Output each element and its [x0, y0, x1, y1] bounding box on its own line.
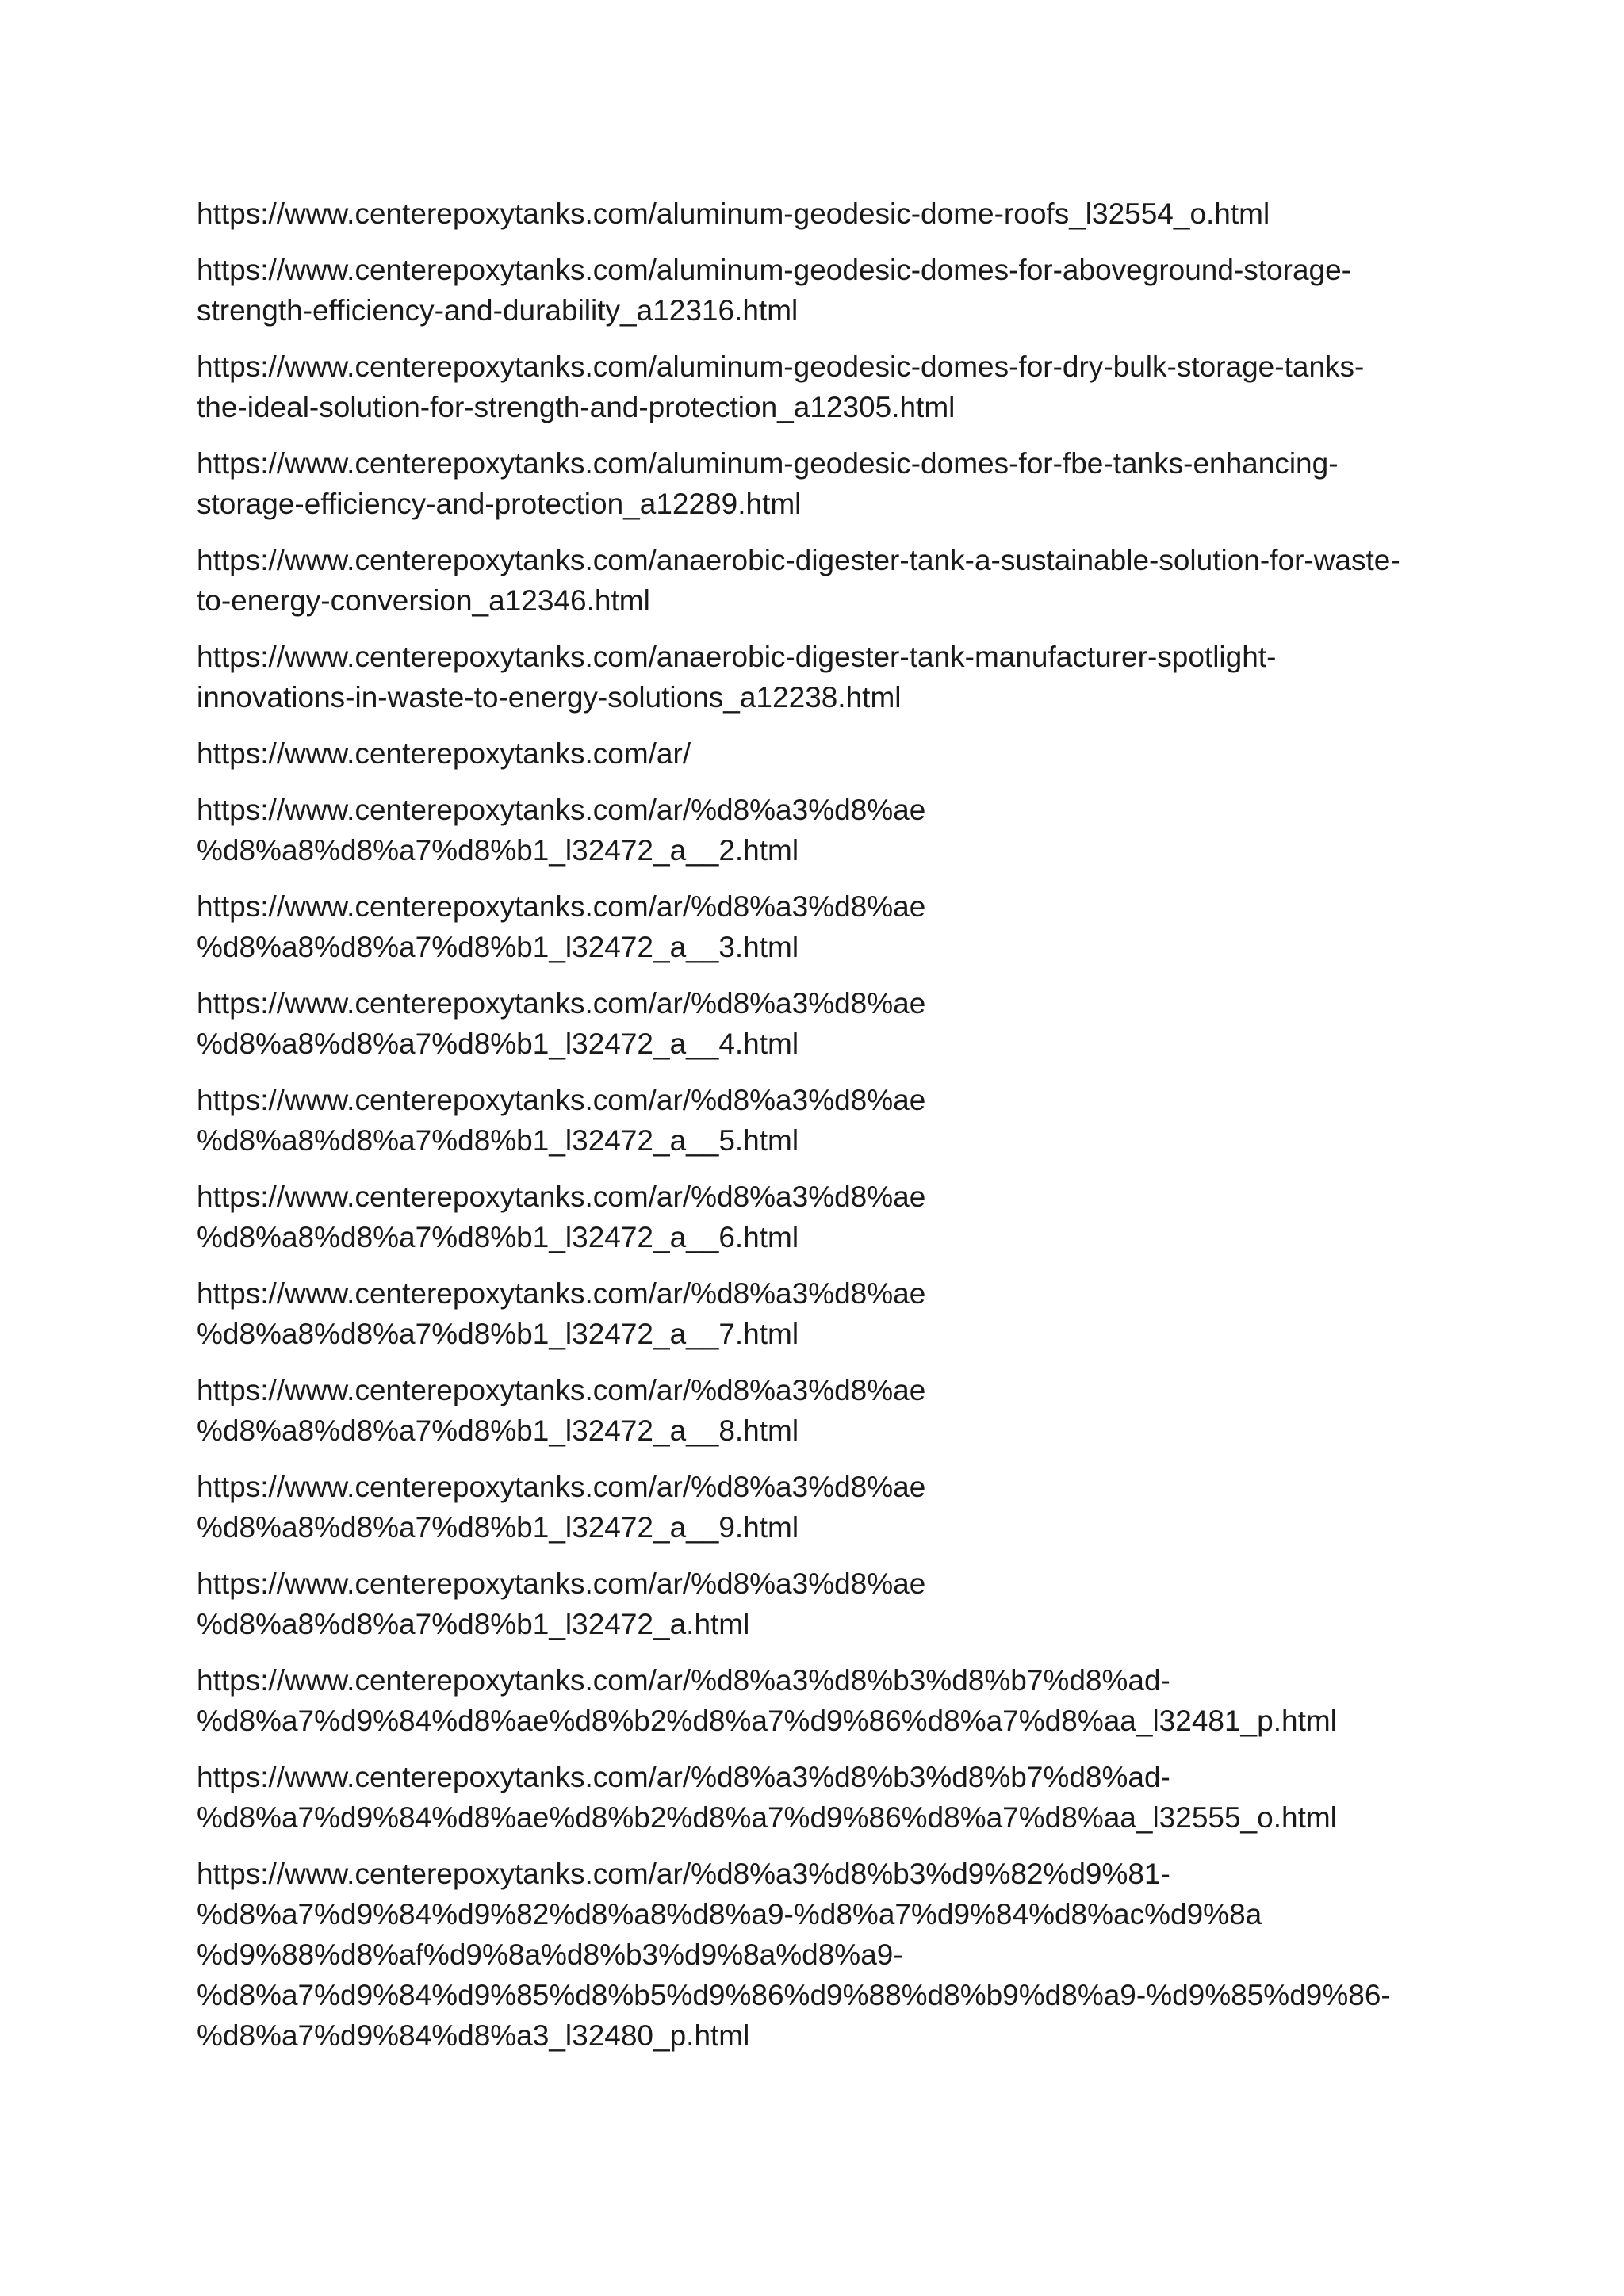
url-text-line: https://www.centerepoxytanks.com/ar/%d8%a3%d8%ae [197, 794, 926, 826]
url-entry [197, 443, 1450, 524]
url-text-line: %d8%a8%d8%a7%d8%b1_l32472_a__5.html [197, 1124, 799, 1157]
url-text-line: innovations-in-waste-to-energy-solutions_a12238.html [197, 681, 902, 714]
url-entry [197, 250, 1450, 331]
url-text-line: %d8%a7%d9%84%d9%82%d8%a8%d8%a9-%d8%a7%d9%84%d8%ac%d9%8a [197, 1898, 1262, 1931]
url-entry [197, 637, 1450, 718]
url-text-line: %d8%a8%d8%a7%d8%b1_l32472_a.html [197, 1608, 750, 1640]
url-entry [197, 1854, 1450, 2056]
url-entry [197, 886, 1450, 967]
url-entry [197, 1563, 1450, 1644]
url-text-line: https://www.centerepoxytanks.com/ar/%d8%a3%d8%b3%d8%b7%d8%ad- [197, 1761, 1170, 1793]
url-text-line: %d8%a8%d8%a7%d8%b1_l32472_a__7.html [197, 1318, 799, 1350]
url-text-line: %d8%a7%d9%84%d8%a3_l32480_p.html [197, 2019, 750, 2052]
url-text-line: %d8%a8%d8%a7%d8%b1_l32472_a__4.html [197, 1027, 799, 1060]
url-entry [197, 1177, 1450, 1257]
url-text-line: https://www.centerepoxytanks.com/ar/%d8%a3%d8%ae [197, 1567, 926, 1600]
url-entry [197, 1273, 1450, 1354]
url-entry [197, 790, 1450, 871]
url-entry [197, 733, 1450, 774]
url-text-line: https://www.centerepoxytanks.com/anaerobic-digester-tank-manufacturer-spotlight- [197, 641, 1277, 673]
url-text-line: to-energy-conversion_a12346.html [197, 584, 650, 617]
url-text-line: https://www.centerepoxytanks.com/ar/%d8%a3%d8%b3%d9%82%d9%81- [197, 1858, 1170, 1890]
url-text-line: https://www.centerepoxytanks.com/ar/%d8%a3%d8%ae [197, 1374, 926, 1406]
url-text-line: https://www.centerepoxytanks.com/ar/%d8%a3%d8%ae [197, 890, 926, 923]
url-entry [197, 1757, 1450, 1838]
url-text-line: https://www.centerepoxytanks.com/ar/%d8%a3%d8%ae [197, 1471, 926, 1503]
url-entry [197, 983, 1450, 1064]
url-text-line: https://www.centerepoxytanks.com/aluminum-geodesic-domes-for-aboveground-storage- [197, 254, 1352, 286]
url-entry [197, 346, 1450, 427]
url-entry [197, 193, 1450, 234]
url-text-line: %d8%a8%d8%a7%d8%b1_l32472_a__3.html [197, 931, 799, 963]
url-entry [197, 1080, 1450, 1161]
url-text-line: %d9%88%d8%af%d9%8a%d8%b3%d9%8a%d8%a9- [197, 1938, 903, 1971]
url-text-line: %d8%a8%d8%a7%d8%b1_l32472_a__8.html [197, 1414, 799, 1447]
url-text-line: https://www.centerepoxytanks.com/aluminum-geodesic-dome-roofs_l32554_o.html [197, 197, 1270, 230]
url-text-line: %d8%a7%d9%84%d9%85%d8%b5%d9%86%d9%88%d8%b9%d8%a9-%d9%85%d9%86- [197, 1979, 1391, 2011]
url-text-line: strength-efficiency-and-durability_a12316.html [197, 294, 799, 327]
url-text-line: https://www.centerepoxytanks.com/ar/%d8%a3%d8%ae [197, 1277, 926, 1310]
url-entry [197, 1467, 1450, 1548]
url-entry [197, 540, 1450, 621]
url-text-line: https://www.centerepoxytanks.com/ar/%d8%a3%d8%b3%d8%b7%d8%ad- [197, 1664, 1170, 1697]
url-list [197, 193, 1450, 2072]
url-text-line: %d8%a8%d8%a7%d8%b1_l32472_a__9.html [197, 1511, 799, 1544]
url-text-line: https://www.centerepoxytanks.com/ar/%d8%a3%d8%ae [197, 987, 926, 1020]
url-text-line: https://www.centerepoxytanks.com/aluminum-geodesic-domes-for-dry-bulk-storage-tanks- [197, 350, 1365, 383]
url-text-line: %d8%a7%d9%84%d8%ae%d8%b2%d8%a7%d9%86%d8%a7%d8%aa_l32555_o.html [197, 1801, 1337, 1834]
url-text-line: https://www.centerepoxytanks.com/ar/%d8%a3%d8%ae [197, 1181, 926, 1213]
url-text-line: storage-efficiency-and-protection_a12289.html [197, 488, 802, 520]
url-text-line: https://www.centerepoxytanks.com/ar/ [197, 737, 691, 770]
url-text-line: https://www.centerepoxytanks.com/anaerobic-digester-tank-a-sustainable-solution-for-waste- [197, 544, 1400, 576]
url-text-line: https://www.centerepoxytanks.com/aluminum-geodesic-domes-for-fbe-tanks-enhancing- [197, 447, 1339, 480]
url-entry [197, 1660, 1450, 1741]
url-text-line: %d8%a8%d8%a7%d8%b1_l32472_a__2.html [197, 834, 799, 867]
url-text-line: %d8%a8%d8%a7%d8%b1_l32472_a__6.html [197, 1221, 799, 1253]
url-text-line: https://www.centerepoxytanks.com/ar/%d8%a3%d8%ae [197, 1084, 926, 1116]
url-entry [197, 1370, 1450, 1451]
url-text-line: %d8%a7%d9%84%d8%ae%d8%b2%d8%a7%d9%86%d8%a7%d8%aa_l32481_p.html [197, 1705, 1337, 1737]
url-text-line: the-ideal-solution-for-strength-and-protection_a12305.html [197, 391, 956, 423]
